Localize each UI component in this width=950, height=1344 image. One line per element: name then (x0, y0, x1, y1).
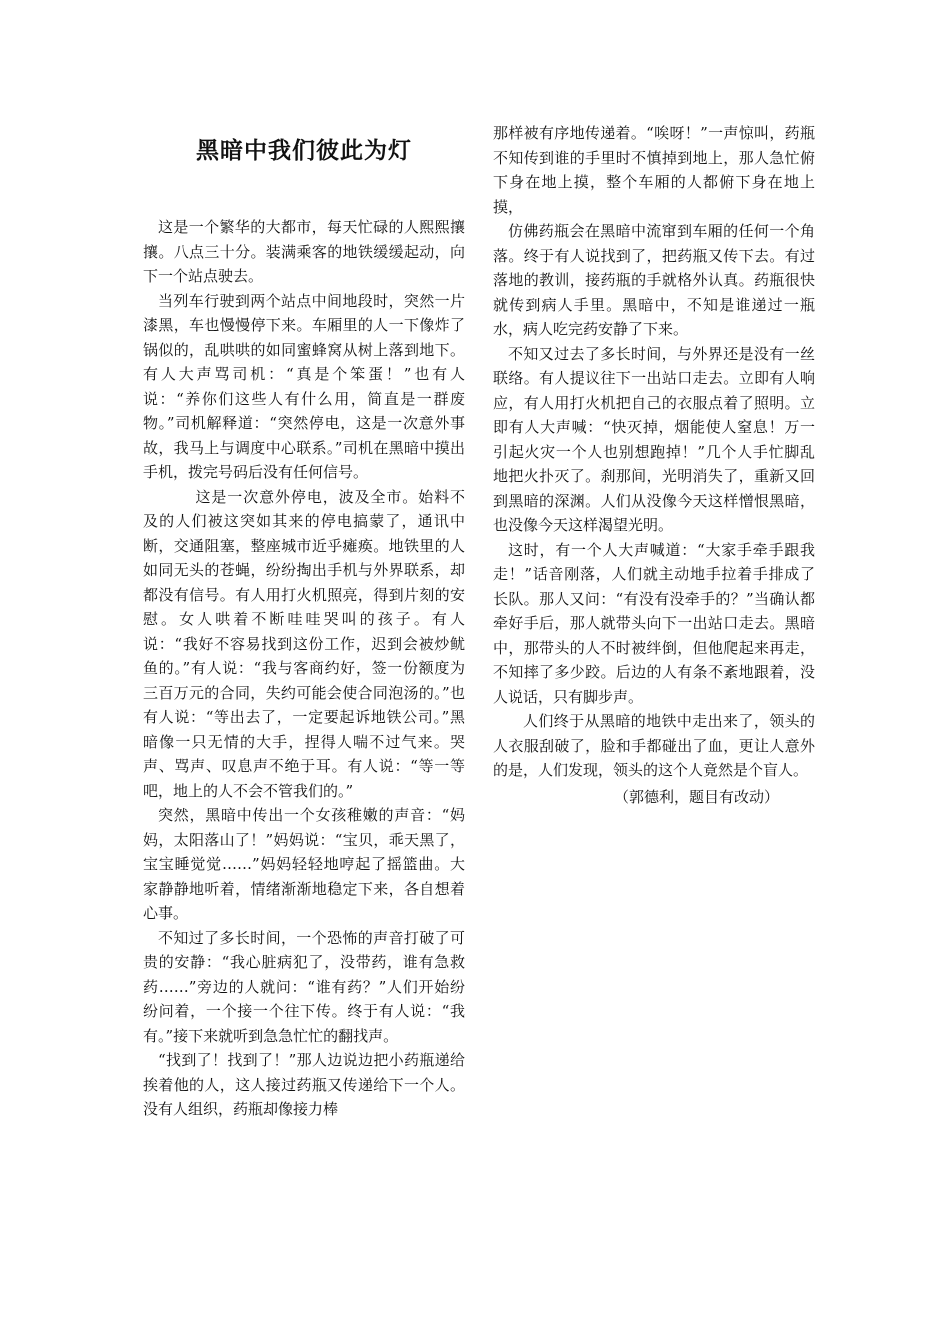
paragraph: 当列车行驶到两个站点中间地段时，突然一片漆黑，车也慢慢停下来。车厢里的人一下像炸了锅似的，乱哄哄的如同蜜蜂窝从树上落到地下。有人大声骂司机：“真是个笨蛋！”也有人说：“养你们这些人有什么用，简直是一群废物。”司机解释道：“突然停电，这是一次意外事故，我马上与调度中心联系。”司机在黑暗中摸出手机，拨完号码后没有任何信号。 (143, 291, 465, 481)
paragraph: 不知又过去了多长时间，与外界还是没有一丝联络。有人提议往下一出站口走去。立即有人响应，有人用打火机把自己的衣服点着了照明。立即有人大声喊：“快灭掉，烟能使人窒息！万一引起火灾一个人也别想跑掉！”几个人手忙脚乱地把火扑灭了。刹那间，光明消失了，重新又回到黑暗的深渊。人们从没像今天这样憎恨黑暗，也没像今天这样渴望光明。 (493, 344, 815, 534)
paragraph: 突然，黑暗中传出一个女孩稚嫩的声音：“妈妈，太阳落山了！”妈妈说：“宝贝，乖天黑了，宝宝睡觉觉……”妈妈轻轻地哼起了摇篮曲。大家静静地听着，情绪渐渐地稳定下来，各自想着心事。 (143, 806, 465, 922)
paragraph: “找到了！找到了！”那人边说边把小药瓶递给挨着他的人，这人接过药瓶又传递给下一个人。没有人组织，药瓶却像接力棒 (143, 1051, 465, 1118)
paragraph: 这时，有一个人大声喊道：“大家手牵手跟我走！”话音刚落，人们就主动地手拉着手排成了长队。那人又问：“有没有没牵手的？”当确认都牵好手后，那人就带头向下一出站口走去。黑暗中，那带头的人不时被绊倒，但他爬起来再走，不知摔了多少跤。后边的人有条不紊地跟着，没人说话，只有脚步声。 (493, 540, 815, 706)
paragraph: 仿佛药瓶会在黑暗中流窜到车厢的任何一个角落。终于有人说找到了，把药瓶又传下去。有过落地的教训，接药瓶的手就格外认真。药瓶很快就传到病人手里。黑暗中，不知是谁递过一瓶水，病人吃完药安静了下来。 (493, 222, 815, 338)
paragraph: 不知过了多长时间，一个恐怖的声音打破了可贵的安静：“我心脏病犯了，没带药，谁有急救药……”旁边的人就问：“谁有药？”人们开始纷纷问着，一个接一个往下传。终于有人说：“我有。”接下来就听到急急忙忙的翻找声。 (143, 928, 465, 1045)
paragraph: 这是一次意外停电，波及全市。始料不及的人们被这突如其来的停电搞蒙了，通讯中断，交通阻塞，整座城市近乎瘫痪。地铁里的人如同无头的苍蝇，纷纷掏出手机与外界联系，却都没有信号。有人用打火机照亮，得到片刻的安慰。女人哄着不断哇哇哭叫的孩子。有人说：“我好不容易找到这份工作，迟到会被炒鱿鱼的。”有人说：“我与客商约好，签一份额度为三百万元的合同，失约可能会使合同泡汤的。”也有人说：“等出去了，一定要起诉地铁公司。”黑暗像一只无情的大手，捏得人喘不过气来。哭声、骂声、叹息声不绝于耳。有人说：“等一等吧，地上的人不会不管我们的。” (143, 487, 465, 800)
attribution: （郭德利，题目有改动） (613, 787, 779, 806)
paragraph: 那样被有序地传递着。“唉呀！”一声惊叫，药瓶不知传到谁的手里时不慎掉到地上，那人急忙俯下身在地上摸，整个车厢的人都俯下身在地上摸， (493, 124, 815, 216)
left-column (143, 127, 465, 1122)
article-title: 黑暗中我们彼此为灯 (196, 138, 412, 164)
paragraph: 人们终于从黑暗的地铁中走出来了，领头的人衣服刮破了，脸和手都碰出了血，更让人意外的是，人们发现，领头的这个人竟然是个盲人。 (493, 712, 815, 779)
right-column (493, 121, 815, 809)
paragraph: 这是一个繁华的大都市，每天忙碌的人熙熙攘攘。八点三十分。装满乘客的地铁缓缓起动，向下一个站点驶去。 (143, 218, 465, 285)
